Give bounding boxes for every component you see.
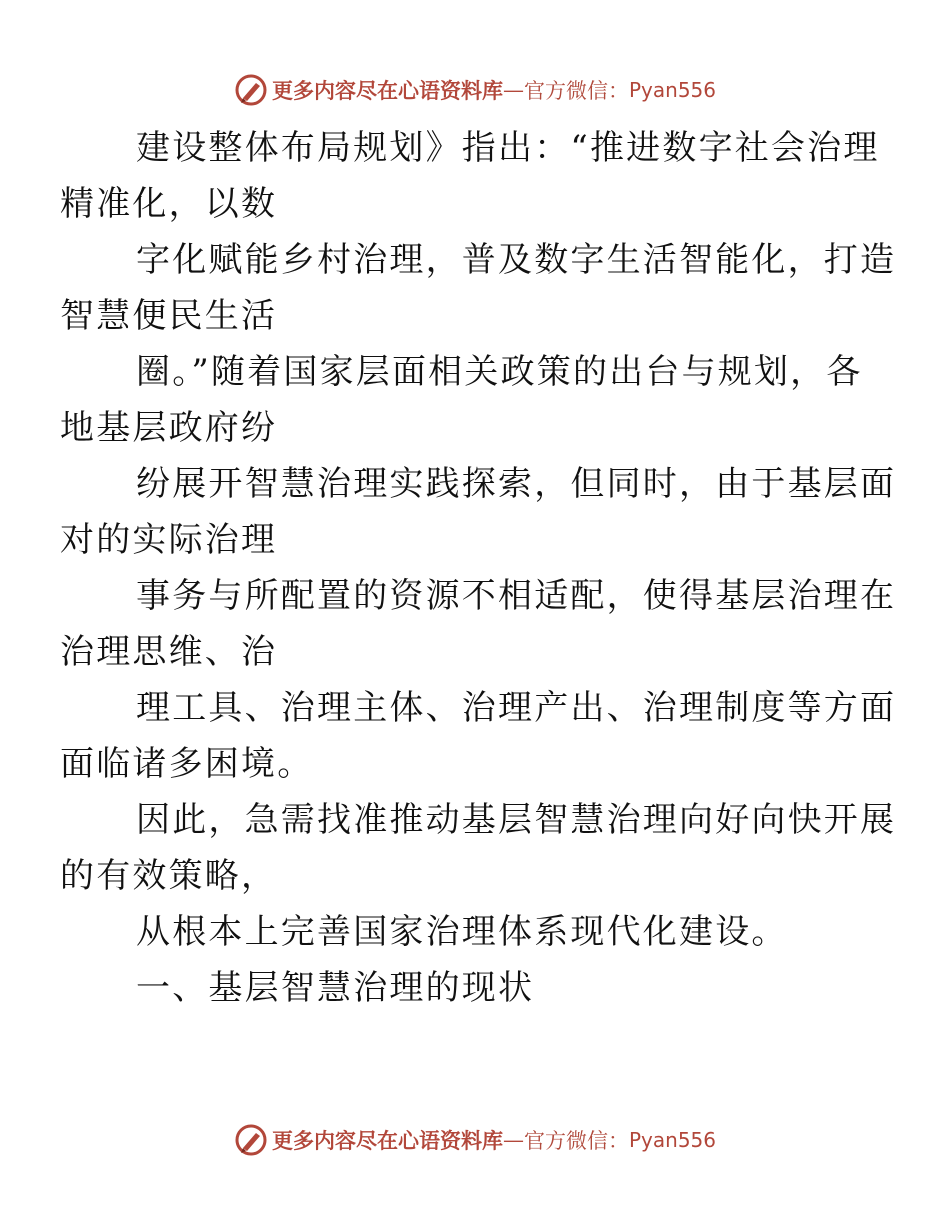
footer-watermark	[0, 1122, 950, 1158]
paragraph	[60, 232, 897, 344]
paragraph-line: 建设整体布局规划》指出：“推进数字社会治理	[136, 128, 880, 168]
watermark-separator: —	[502, 78, 524, 102]
paragraph	[60, 456, 897, 568]
watermark-wechat-id: Pyan556	[628, 78, 716, 102]
paragraph-line: 从根本上完善国家治理体系现代化建设。	[136, 912, 788, 952]
paragraph-line: 纷展开智慧治理实践探索，但同时，由于基层面	[136, 464, 897, 504]
paragraph	[60, 344, 863, 456]
paragraph	[98, 904, 858, 960]
paragraph	[60, 680, 897, 792]
paragraph-line: 精准化，以数	[60, 184, 278, 224]
watermark-label: 官方微信：	[523, 1129, 629, 1153]
paragraph	[60, 568, 897, 680]
paragraph-line: 因此，急需找准推动基层智慧治理向好向快开展	[136, 800, 897, 840]
paragraph	[60, 792, 897, 904]
document-body	[60, 120, 897, 1016]
paragraph-line: 理工具、治理主体、治理产出、治理制度等方面	[136, 688, 897, 728]
paragraph-line: 对的实际治理	[60, 520, 278, 560]
watermark-separator: —	[502, 1128, 524, 1152]
section-heading	[98, 960, 858, 1016]
header-watermark	[0, 72, 950, 108]
paragraph-line: 圈。”随着国家层面相关政策的出台与规划，各	[136, 352, 863, 392]
paragraph-line: 地基层政府纷	[60, 408, 278, 448]
paragraph-line: 事务与所配置的资源不相适配，使得基层治理在	[136, 576, 897, 616]
paragraph-line: 的有效策略，	[60, 856, 278, 896]
pen-logo-icon	[234, 73, 268, 107]
section-heading-text: 一、基层智慧治理的现状	[136, 968, 535, 1008]
paragraph-line: 字化赋能乡村治理，普及数字生活智能化，打造	[136, 240, 897, 280]
watermark-brand: 更多内容尽在心语资料库	[271, 78, 503, 103]
paragraph	[60, 120, 880, 232]
paragraph-line: 面临诸多困境。	[60, 744, 314, 784]
paragraph-line: 智慧便民生活	[60, 296, 278, 336]
watermark-wechat-id: Pyan556	[628, 1128, 716, 1152]
paragraph-line: 治理思维、治	[60, 632, 278, 672]
pen-logo-icon	[234, 1123, 268, 1157]
watermark-label: 官方微信：	[523, 79, 629, 103]
watermark-brand: 更多内容尽在心语资料库	[271, 1128, 503, 1153]
